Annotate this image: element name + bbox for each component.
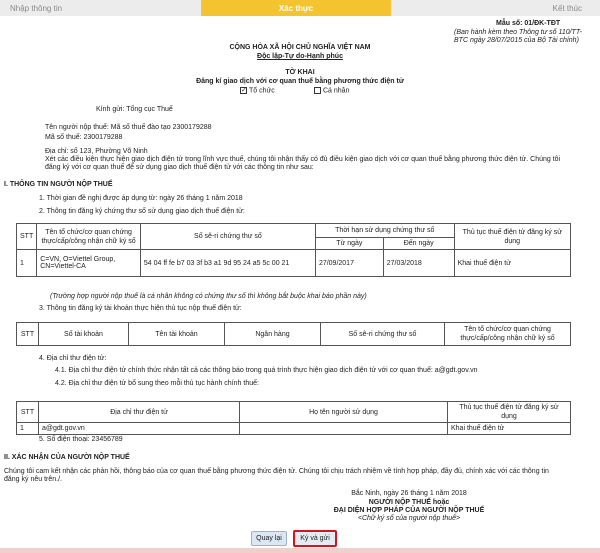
cell-stt: 1: [17, 423, 39, 435]
col-to: Đến ngày: [383, 238, 454, 250]
cell-procedure: Khai thuế điện tử: [448, 423, 571, 435]
form-note: (Ban hành kèm theo Thông tư số 110/TT-: [454, 29, 582, 36]
col-serial: Số sê-ri chứng thư số: [140, 224, 315, 250]
step-verify: Xác thực: [201, 0, 392, 16]
note-text: (Trường hợp người nộp thuế là cá nhân không có chứng thư số thì không bắt buộc khai báo phần này): [50, 293, 367, 300]
commitment-text: Chúng tôi cam kết nhận các phản hồi, thông báo của cơ quan thuế bằng phương thức điện tử. Chúng tôi chịu trách nhiệm về tính hợp pháp, đầy đủ, chính xác với các thông tin: [4, 468, 549, 475]
step-input-info: Nhập thông tin: [0, 0, 201, 16]
section-1-heading: I. THÔNG TIN NGƯỜI NỘP THUẾ: [4, 181, 113, 188]
tax-code: Mã số thuế: 2300179288: [45, 134, 123, 141]
cell-org: C=VN, O=Viettel Group, CN=Viettel-CA: [37, 250, 141, 277]
col-period: Thời hạn sử dụng chứng thư số: [315, 224, 454, 238]
apply-date: 1. Thời gian đề nghị được áp dụng từ: ngày 26 tháng 1 năm 2018: [39, 195, 243, 202]
step-progress-bar: [0, 0, 600, 16]
cell-serial: 54 04 ff fe b7 03 3f b3 a1 9d 95 24 a5 5c 00 21: [140, 250, 315, 277]
signer-title: ĐẠI DIỆN HỢP PHÁP CỦA NGƯỜI NỘP THUẾ: [333, 507, 485, 514]
nation-heading: CỘNG HÒA XÃ HỘI CHỦ NGHĨA VIỆT NAM: [229, 44, 371, 51]
cert-info-label: 2. Thông tin đăng ký chứng thư số sử dụng giao dịch thuế điện tử:: [39, 208, 245, 215]
footer-strip: [0, 548, 600, 553]
form-note: BTC ngày 28/07/2015 của Bộ Tài chính): [454, 37, 579, 44]
form-subtitle: Đăng kí giao dịch với cơ quan thuế bằng phương thức điện tử: [196, 78, 404, 85]
motto: Độc lập-Tự do-Hạnh phúc: [257, 53, 343, 60]
email-official: 4.1. Địa chỉ thư điện tử chính thức nhận tất cả các thông báo trong quá trình thực hiện giao dịch điện tử với cơ quan thuế: a@gdt.gov.vn: [55, 367, 478, 374]
signer-title: NGƯỜI NỘP THUẾ hoặc: [368, 499, 450, 506]
col-account-name: Tên tài khoản: [129, 323, 225, 346]
option-individual[interactable]: Cá nhân: [314, 87, 349, 94]
col-serial: Số sê-ri chứng thư số: [321, 323, 445, 346]
commitment-text: đăng ký nêu trên./.: [4, 476, 62, 483]
bank-info-label: 3. Thông tin đăng ký tài khoản thực hiện thủ tục nộp thuế điện tử:: [39, 305, 242, 312]
signer-note: <Chữ ký số của người nộp thuế>: [357, 515, 461, 522]
col-org: Tên tổ chức/cơ quan chứng thực/cấp/công nhận chữ ký số: [445, 323, 571, 346]
email-table: [16, 401, 571, 435]
cell-user: [240, 423, 448, 435]
col-from: Từ ngày: [315, 238, 383, 250]
email-label: 4. Địa chỉ thư điện tử:: [39, 355, 107, 362]
declaration-document: [4, 18, 586, 533]
recipient: Kính gửi: Tổng cục Thuế: [96, 106, 173, 113]
col-procedure: Thủ tục thuế điện tử đăng ký sử dụng: [454, 224, 570, 250]
sign-and-send-button[interactable]: Ký và gửi: [293, 530, 337, 547]
col-email: Địa chỉ thư điện tử: [39, 402, 240, 423]
checkbox-icon[interactable]: [314, 87, 321, 94]
col-user: Họ tên người sử dụng: [240, 402, 448, 423]
step-finish: Kết thúc: [391, 0, 600, 16]
cell-procedure: Khai thuế điện tử: [454, 250, 570, 277]
form-number: Mẫu số: 01/ĐK-TĐT: [496, 20, 561, 27]
bank-table: [16, 322, 571, 346]
phone-number: 5. Số điện thoại: 23456789: [39, 436, 123, 443]
col-bank: Ngân hàng: [225, 323, 321, 346]
section-2-heading: II. XÁC NHẬN CỦA NGƯỜI NỘP THUẾ: [4, 454, 130, 461]
intro-text: đăng ký với cơ quan thuế để sử dụng giao dịch thuế điện tử với các thông tin như sau:: [45, 164, 314, 171]
col-account: Số tài khoản: [39, 323, 129, 346]
cert-table: [16, 223, 571, 277]
back-button[interactable]: Quay lại: [251, 531, 287, 546]
col-stt: STT: [17, 323, 39, 346]
col-stt: STT: [17, 224, 37, 250]
col-org: Tên tổ chức/cơ quan chứng thực/cấp/công nhận chữ ký số: [37, 224, 141, 250]
cell-stt: 1: [17, 250, 37, 277]
col-stt: STT: [17, 402, 39, 423]
option-organization[interactable]: ✓ Tổ chức: [241, 87, 275, 95]
cell-from: 27/09/2017: [315, 250, 383, 277]
cell-to: 27/03/2018: [383, 250, 454, 277]
table-row: [17, 423, 571, 435]
sign-date: Bắc Ninh, ngày 26 tháng 1 năm 2018: [351, 490, 467, 497]
checkbox-checked-icon[interactable]: ✓: [241, 87, 247, 94]
table-row: [17, 250, 571, 277]
intro-text: Xét các điều kiện thực hiện giao dịch điện tử trong lĩnh vực thuế, chúng tôi nhận thấy có đủ điều kiện giao dịch với cơ quan thuế bằng phương thức điện tử. Chúng tôi: [45, 156, 561, 163]
col-procedure: Thủ tục thuế điện tử đăng ký sử dụng: [448, 402, 571, 423]
email-additional: 4.2. Địa chỉ thư điện tử bổ sung theo mỗi thủ tục hành chính thuế:: [55, 380, 259, 387]
address: Địa chỉ: số 123, Phường Võ Ninh: [45, 148, 148, 155]
taxpayer-name: Tên người nộp thuế: Mã số thuế đào tạo 2300179288: [45, 124, 212, 131]
cell-email: a@gdt.gov.vn: [39, 423, 240, 435]
form-title: TỜ KHAI: [285, 69, 315, 76]
